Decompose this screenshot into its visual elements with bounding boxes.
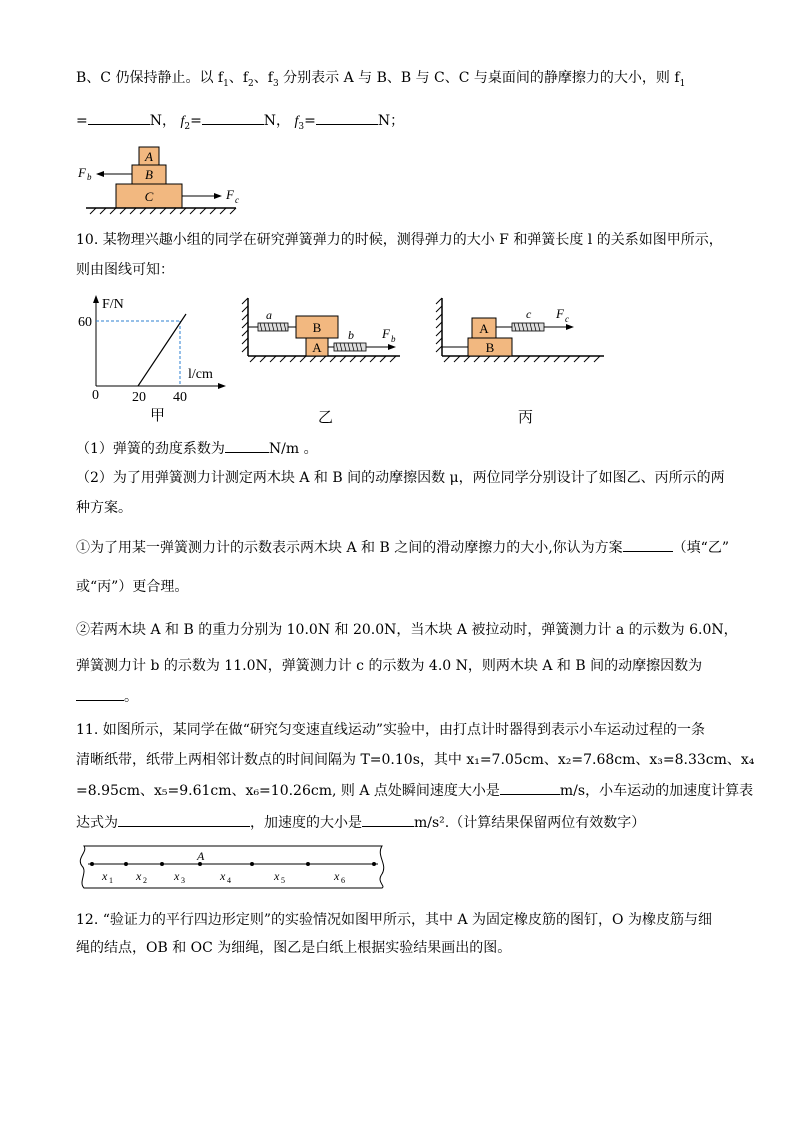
q9-line2: = N， $f_2= N$， $f_3= N$； <box>76 110 404 137</box>
svg-text:b: b <box>87 172 92 182</box>
q10-part2b: 种方案。 <box>76 500 132 516</box>
label-a: A <box>145 149 153 164</box>
q10-figure-yi <box>240 294 420 370</box>
svg-text:F: F <box>226 187 234 202</box>
answer-blank-f2[interactable] <box>202 110 264 125</box>
svg-text:2: 2 <box>143 876 147 885</box>
answer-blank-f3[interactable] <box>316 110 378 125</box>
svg-text:F: F <box>556 306 564 321</box>
answer-blank-f1[interactable] <box>88 110 150 125</box>
q10-part1: （1）弹簧的劲度系数为 N/m 。 <box>76 438 318 459</box>
svg-text:A: A <box>312 340 322 355</box>
svg-text:1: 1 <box>109 876 113 885</box>
q12-line2: 绳的结点，OB 和 OC 为细绳，图乙是白纸上根据实验结果画出的图。 <box>76 940 512 956</box>
svg-text:x: x <box>174 869 180 883</box>
svg-text:B: B <box>312 320 322 335</box>
graph-ylabel: F/N <box>102 297 124 312</box>
q10-line1: 10. 某物理兴趣小组的同学在研究弹簧弹力的时候，测得弹力的大小 F 和弹簧长度 l 的关系如图甲所示， <box>76 232 723 248</box>
svg-text:x: x <box>136 869 142 883</box>
caption-jia: 甲 <box>150 406 166 424</box>
q11-line4: 达式为 ，加速度的大小是 m/s².（计算结果保留两位有效数字） <box>76 812 645 833</box>
svg-text:c: c <box>565 314 569 324</box>
q10-sub1: ①为了用某一弹簧测力计的示数表示两木块 A 和 B 之间的滑动摩擦力的大小,你认为方案 （填“乙” <box>76 537 729 558</box>
q11-line3: =8.95cm、x₅=9.61cm、x₆=10.26cm, 则 A 点处瞬间速度大小是 m/s，小车运动的加速度计算表 <box>76 780 753 801</box>
svg-text:b: b <box>391 334 396 344</box>
svg-text:B: B <box>485 340 495 355</box>
q9-line1: B、C 仍保持静止。以 $f_1$、$f_2$、$f_3$ 分别表示 A 与 B、B 与 C、C 与桌面间的静摩擦力的大小，则 $f_1$ <box>76 70 686 89</box>
label-b: B <box>145 167 153 182</box>
graph-line <box>138 314 186 386</box>
svg-text:A: A <box>197 849 205 863</box>
svg-text:F: F <box>78 165 86 180</box>
svg-text:F: F <box>382 326 390 341</box>
q11-line2: 清晰纸带，纸带上两相邻计数点的时间间隔为 T=0.10s，其中 x₁=7.05cm、x₂=7.68cm、x₃=8.33cm、x₄ <box>76 752 755 768</box>
answer-blank-scheme[interactable] <box>623 537 673 552</box>
q10-sub2: ②若两木块 A 和 B 的重力分别为 10.0N 和 20.0N，当木块 A 被拉动时，弹簧测力计 a 的示数为 6.0N， <box>76 622 738 638</box>
graph-x0: 0 <box>92 388 99 403</box>
q10-graph-jia <box>76 292 226 404</box>
q11-tape-figure <box>76 842 390 892</box>
label-c: C <box>144 189 154 204</box>
svg-text:6: 6 <box>341 876 345 885</box>
caption-bing: 丙 <box>518 408 534 426</box>
q12-line1: 12. “验证力的平行四边形定则”的实验情况如图甲所示，其中 A 为固定橡皮筋的图钉，O 为橡皮筋与细 <box>76 912 712 928</box>
graph-xlabel: l/cm <box>188 367 213 382</box>
svg-text:x: x <box>334 869 340 883</box>
svg-text:c: c <box>526 307 532 321</box>
answer-blank-velocity[interactable] <box>500 780 560 795</box>
svg-text:a: a <box>266 308 272 322</box>
svg-text:3: 3 <box>181 876 185 885</box>
answer-blank-mu[interactable] <box>76 686 124 701</box>
svg-text:c: c <box>235 195 239 205</box>
q11-line1: 11. 如图所示，某同学在做“研究匀变速直线运动”实验中，由打点计时器得到表示小车运动过程的一条 <box>76 722 706 738</box>
svg-text:5: 5 <box>281 876 285 885</box>
answer-blank-expression[interactable] <box>118 812 250 827</box>
q10-part2: （2）为了用弹簧测力计测定两木块 A 和 B 间的动摩擦因数 μ，两位同学分别设计了如图乙、丙所示的两 <box>76 470 725 486</box>
svg-text:x: x <box>102 869 108 883</box>
q10-sub2c: 。 <box>76 686 138 707</box>
svg-text:x: x <box>220 869 226 883</box>
q10-line2: 则由图线可知： <box>76 262 174 278</box>
svg-text:A: A <box>479 321 489 336</box>
q9-blocks-figure <box>76 140 256 220</box>
graph-x20: 20 <box>132 390 146 404</box>
graph-x40: 40 <box>173 390 187 404</box>
graph-y60: 60 <box>78 315 92 330</box>
svg-text:4: 4 <box>227 876 231 885</box>
answer-blank-acceleration[interactable] <box>362 812 414 827</box>
q10-sub1b: 或“丙”）更合理。 <box>76 579 189 595</box>
caption-yi: 乙 <box>318 408 334 426</box>
answer-blank-k[interactable] <box>225 438 269 453</box>
svg-text:x: x <box>274 869 280 883</box>
svg-text:b: b <box>348 328 354 342</box>
q10-sub2b: 弹簧测力计 b 的示数为 11.0N，弹簧测力计 c 的示数为 4.0 N，则两木块 A 和 B 间的动摩擦因数为 <box>76 658 703 674</box>
q10-figure-bing <box>434 294 614 370</box>
